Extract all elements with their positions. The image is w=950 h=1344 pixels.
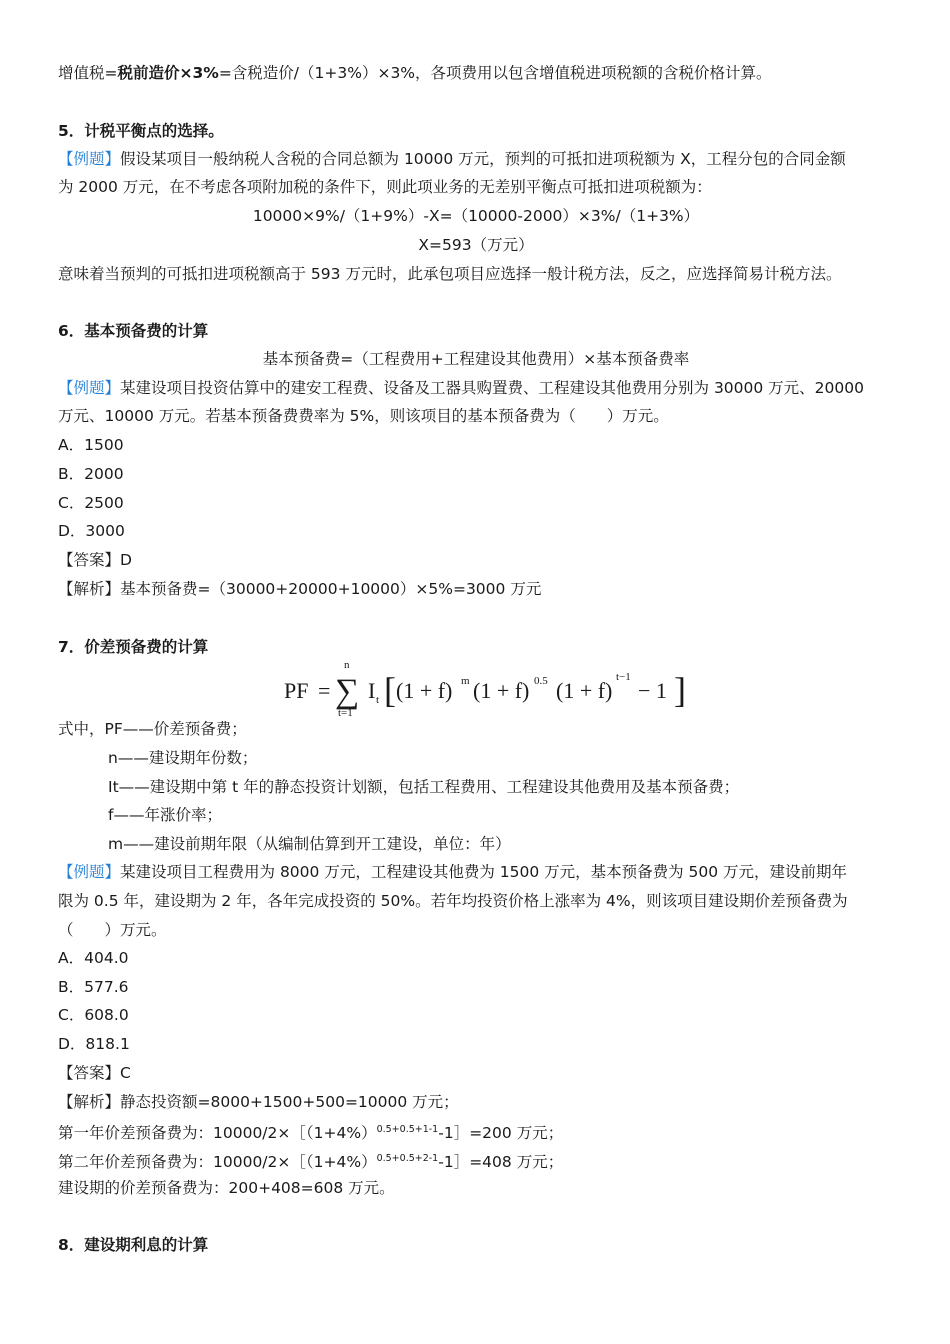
formula-it-sub: t bbox=[376, 694, 380, 706]
formula-sum-bottom: t=1 bbox=[338, 707, 353, 719]
s6-option-b: B．2000 bbox=[58, 465, 124, 483]
s5-conclusion: 意味着当预判的可抵扣进项税额高于 593 万元时，此承包项目应选择一般计税方法，反之，应选择简易计税方法。 bbox=[58, 265, 842, 283]
formula-sum-symbol: ∑ bbox=[335, 673, 360, 710]
s7-question-line-1 bbox=[58, 861, 894, 883]
s7-year-2 bbox=[58, 1148, 894, 1173]
formula-equals: = bbox=[318, 678, 331, 703]
s7-year-1 bbox=[58, 1119, 894, 1144]
s5-example-line-2: 为 2000 万元，在不考虑各项附加税的条件下，则此项业务的无差别平衡点可抵扣进项税额为： bbox=[58, 178, 712, 196]
s6-question-line-2: 万元、10000 万元。若基本预备费费率为 5%，则该项目的基本预备费为（ ）万元。 bbox=[58, 407, 669, 425]
s7-question-line-3: （ ）万元。 bbox=[58, 921, 167, 939]
s7-year-1-a: 第一年价差预备费为：10000/2×［（1+4%） bbox=[58, 1124, 377, 1142]
s7-analysis-1: 【解析】静态投资额=8000+1500+500=10000 万元； bbox=[58, 1093, 459, 1111]
s6-option-a: A．1500 bbox=[58, 436, 124, 454]
example-tag: 【例题】 bbox=[58, 379, 121, 397]
example-tag: 【例题】 bbox=[58, 150, 121, 168]
formula-group-2: (1 + f) bbox=[473, 678, 530, 703]
s6-answer: 【答案】D bbox=[58, 551, 132, 569]
section-5-heading: 5．计税平衡点的选择。 bbox=[58, 122, 224, 140]
s6-option-d: D．3000 bbox=[58, 522, 125, 540]
s6-question-text-1: 某建设项目投资估算中的建安工程费、设备及工器具购置费、工程建设其他费用分别为 30000 万元、20000 bbox=[120, 379, 864, 397]
s7-option-b: B．577.6 bbox=[58, 978, 129, 996]
formula-right-bracket: ] bbox=[674, 670, 686, 710]
formula-minus-one: − 1 bbox=[638, 678, 667, 703]
s7-question-line-2: 限为 0.5 年，建设期为 2 年，各年完成投资的 50%。若年均投资价格上涨率为 4%，则该项目建设期价差预备费为 bbox=[58, 892, 848, 910]
s7-question-text-1: 某建设项目工程费用为 8000 万元，工程建设其他费为 1500 万元，基本预备费为 500 万元，建设前期年 bbox=[120, 863, 848, 881]
formula-sum-top: n bbox=[344, 659, 350, 671]
formula-exp-2: 0.5 bbox=[534, 675, 548, 687]
s7-where-n: n——建设期年份数； bbox=[108, 749, 258, 767]
formula-left-bracket: [ bbox=[384, 670, 396, 710]
s7-where-intro: 式中，PF——价差预备费； bbox=[58, 720, 247, 738]
s7-option-d: D．818.1 bbox=[58, 1035, 130, 1053]
s7-year-2-exp: 0.5+0.5+2-1 bbox=[376, 1153, 439, 1164]
s7-year-2-b: -1］=408 万元； bbox=[438, 1153, 564, 1171]
s5-formula-2: X=593（万元） bbox=[418, 236, 534, 254]
formula-lhs: PF bbox=[284, 678, 309, 703]
s7-total: 建设期的价差预备费为：200+408=608 万元。 bbox=[58, 1179, 395, 1197]
vat-line bbox=[58, 62, 894, 84]
s7-year-1-b: -1］=200 万元； bbox=[438, 1124, 564, 1142]
section-8-heading: 8．建设期利息的计算 bbox=[58, 1236, 209, 1254]
formula-exp-1: m bbox=[461, 675, 470, 687]
s7-where-m: m——建设前期年限（从编制估算到开工建设，单位：年） bbox=[108, 835, 511, 853]
vat-prefix: 增值税= bbox=[58, 64, 118, 82]
s6-analysis: 【解析】基本预备费=（30000+20000+10000）×5%=3000 万元 bbox=[58, 580, 542, 598]
s5-example-line-1 bbox=[58, 148, 894, 170]
s5-formula-1: 10000×9%/（1+9%）-X=（10000-2000）×3%/（1+3%） bbox=[252, 207, 700, 225]
example-tag: 【例题】 bbox=[58, 863, 121, 881]
s6-formula: 基本预备费=（工程费用+工程建设其他费用）×基本预备费率 bbox=[262, 350, 690, 368]
s7-answer: 【答案】C bbox=[58, 1064, 131, 1082]
section-6-heading: 6．基本预备费的计算 bbox=[58, 322, 209, 340]
s7-option-c: C．608.0 bbox=[58, 1006, 129, 1024]
section-7-heading: 7．价差预备费的计算 bbox=[58, 638, 209, 656]
s7-year-1-exp: 0.5+0.5+1-1 bbox=[376, 1124, 439, 1135]
price-diff-formula bbox=[278, 656, 698, 720]
formula-it: I bbox=[368, 678, 376, 703]
s6-option-c: C．2500 bbox=[58, 494, 124, 512]
formula-group-1: (1 + f) bbox=[396, 678, 453, 703]
s7-where-it: It——建设期中第 t 年的静态投资计划额，包括工程费用、工程建设其他费用及基本预备费； bbox=[108, 778, 740, 796]
s7-where-f: f——年涨价率； bbox=[108, 806, 222, 824]
s5-example-text-1: 假设某项目一般纳税人含税的合同总额为 10000 万元，预判的可抵扣进项税额为 X，工程分包的合同金额 bbox=[120, 150, 846, 168]
s7-option-a: A．404.0 bbox=[58, 949, 129, 967]
s6-question-line-1 bbox=[58, 377, 894, 399]
formula-group-3: (1 + f) bbox=[556, 678, 613, 703]
s7-year-2-a: 第二年价差预备费为：10000/2×［（1+4%） bbox=[58, 1153, 377, 1171]
formula-exp-3: t−1 bbox=[616, 671, 631, 683]
vat-bold: 税前造价×3% bbox=[117, 64, 219, 82]
vat-suffix: =含税造价/（1+3%）×3%，各项费用以包含增值税进项税额的含税价格计算。 bbox=[218, 64, 772, 82]
